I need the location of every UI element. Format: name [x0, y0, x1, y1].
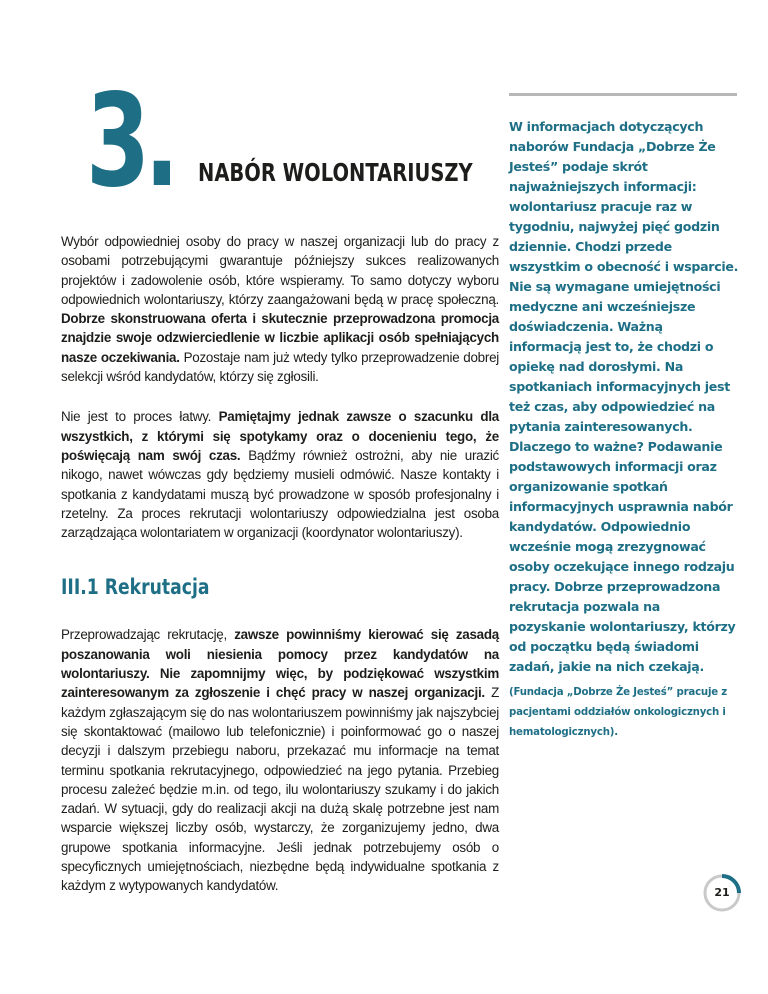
- paragraph-text: Przeprowadzając rekrutację,: [61, 627, 235, 643]
- paragraph-emphasis: Pamiętajmy jednak zawsze o szacunku dla wszystkich, z którymi się spotykamy oraz o docenieniu tego, że poświęcają nam swój czas.: [61, 409, 499, 463]
- paragraph-text: Z każdym zgłaszającym się do nas wolontariuszem powinniśmy jak najszybciej się skontaktować (mailowo lub telefonicznie) i poinformować go o naszej decyzji i dalszym przebiegu naboru, przekazać mu informacje na temat terminu spotkania rekrutacyjnego, odpowiedzieć na jego pytania. Przebieg procesu zależeć będzie m.in. od tego, ilu wolontariuszy szukamy i do jakich zadań. W sytuacji, gdy do realizacji akcji na dużą skalę potrzebne jest nam wsparcie większej liczby osób, wystarczy, że zorganizujemy jedno, dwa grupowe spotkania informacyjne. Jeśli jednak potrzebujemy osób o specyficznych umiejętnościach, niezbędne będą indywidualne spotkania z każdym z wytypowanych kandydatów.: [61, 685, 499, 894]
- paragraph-text: Pozostaje nam już wtedy tylko przeprowadzenie dobrej selekcji wśród kandydatów, którzy się zgłosili.: [61, 349, 500, 385]
- paragraph-text: Wybór odpowiedniej osoby do pracy w naszej organizacji lub do pracy z osobami potrzebującymi gwarantuje późniejszy sukces realizowanych projektów i zadowolenie osób, które wspieramy. To samo dotyczy wyboru odpowiednich wolontariuszy, którzy zaangażowani będą w pracę społeczną.: [61, 234, 499, 307]
- paragraph-emphasis: Dobrze skonstruowana oferta i skutecznie przeprowadzona promocja znajdzie swoje odzwierciedlenie w liczbie aplikacji osób spełniających nasze oczekiwania.: [61, 311, 499, 365]
- chapter-number: 3.: [86, 67, 174, 216]
- sidebar-text: W informacjach dotyczących naborów Fundacja „Dobrze Że Jesteś” podaje skrót najważniejszych informacji: wolontariusz pracuje raz w tygodniu, najwyżej pięć godzin dziennie. Chodzi przede wszystkim o obecność i wsparcie. Nie są wymagane umiejętności medyczne ani wcześniejsze doświadczenia. Ważną informacją jest to, że chodzi o opiekę nad dorosłymi. Na spotkaniach informacyjnych jest też czas, aby odpowiedzieć na pytania zainteresowanych. Dlaczego to ważne? Podawanie podstawowych informacji oraz organizowanie spotkań informacyjnych usprawnia nabór kandydatów. Odpowiednio wcześnie mogą zrezygnować osoby oczekujące innego rodzaju pracy. Dobrze przeprowadzona rekrutacja pozwala na pozyskanie wolontariuszy, którzy od początku będą świadomi zadań, jakie na nich czekają.: [509, 119, 739, 674]
- body-paragraph-3: [61, 625, 499, 895]
- section-heading: III.1 Rekrutacja: [61, 575, 210, 600]
- page-number-badge: [703, 874, 741, 912]
- page-number: 21: [714, 886, 730, 899]
- paragraph-text: Bądźmy również ostrożni, aby nie urazić nikogo, nawet wówczas gdy będziemy musieli odmówić. Nasze kontakty i spotkania z kandydatami muszą być prowadzone w sposób profesjonalny i rzetelny. Za proces rekrutacji wolontariuszy odpowiedzialna jest osoba zarządzająca wolontariatem w organizacji (koordynator wolontariuszy).: [61, 447, 499, 541]
- sidebar-note: (Fundacja „Dobrze Że Jesteś” pracuje z pacjentami oddziałów onkologicznych i hematologicznych).: [509, 687, 728, 738]
- paragraph-emphasis: zawsze powinniśmy kierować się zasadą poszanowania woli niesienia pomocy przez kandydatów na wolontariuszy. Nie zapomnijmy więc, by podziękować wszystkim zainteresowanym za zgłoszenie i chęć pracy w naszej organizacji.: [61, 627, 500, 701]
- body-paragraph-1: [61, 232, 499, 386]
- paragraph-text: Nie jest to proces łatwy.: [61, 409, 219, 425]
- main-column: [61, 232, 499, 896]
- sidebar-column: [509, 117, 739, 743]
- body-paragraph-2: [61, 407, 499, 542]
- sidebar-divider: [509, 93, 737, 96]
- chapter-title: NABÓR WOLONTARIUSZY: [198, 158, 473, 187]
